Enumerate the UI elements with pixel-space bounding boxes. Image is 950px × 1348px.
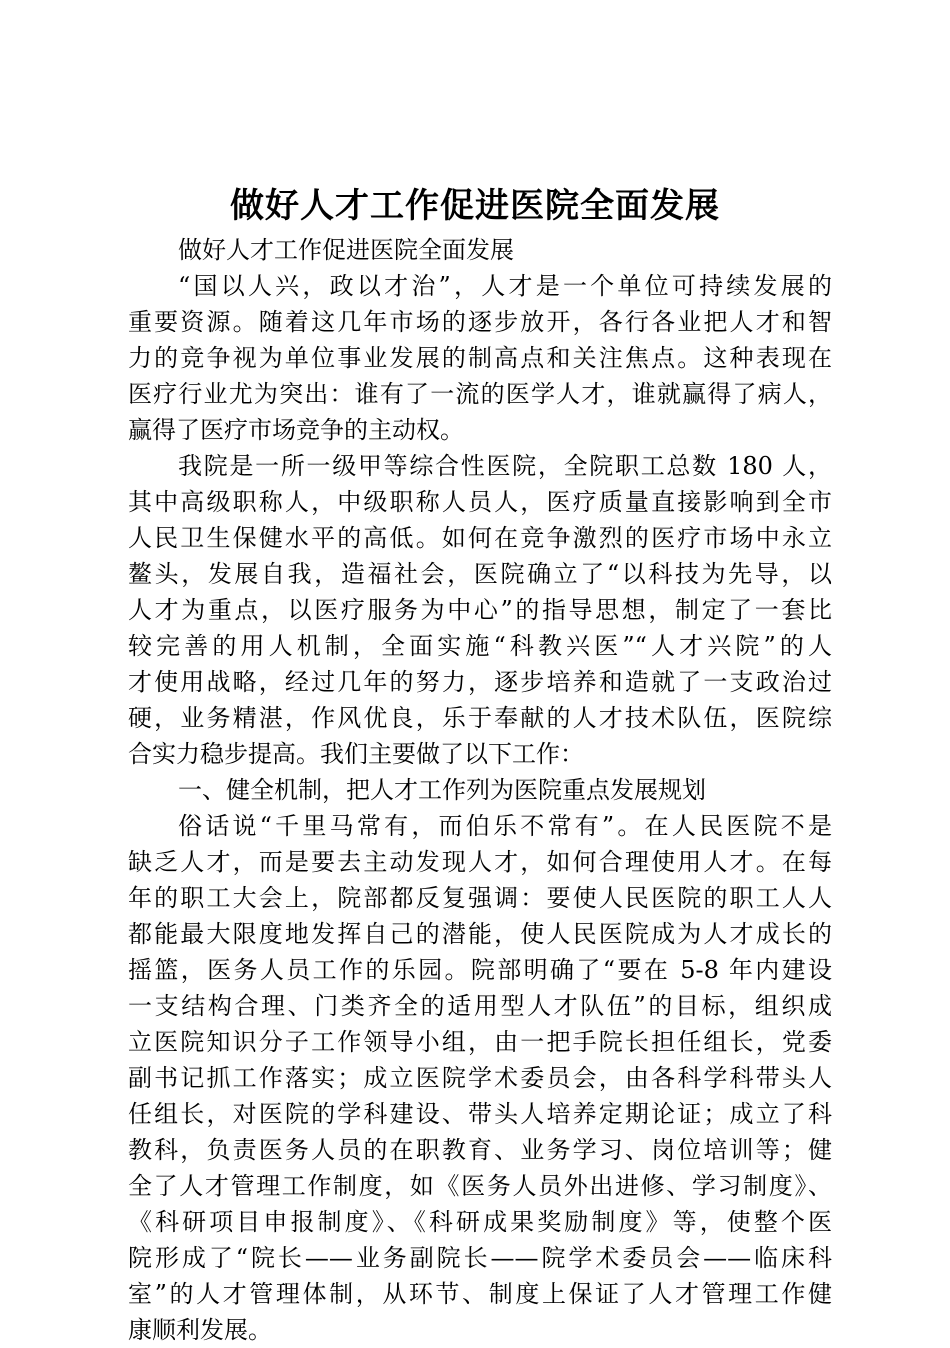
paragraph-line: 合实力稳步提高。我们主要做了以下工作： bbox=[128, 740, 584, 768]
paragraph-line: 力的竞争视为单位事业发展的制高点和关注焦点。这种表现在 bbox=[128, 344, 832, 372]
paragraph-line: 院形成了“院长——业务副院长——院学术委员会——临床科 bbox=[128, 1244, 832, 1272]
paragraph-line: 立医院知识分子工作领导小组，由一把手院长担任组长，党委 bbox=[128, 1028, 832, 1056]
paragraph-line: 人民卫生保健水平的高低。如何在竞争激烈的医疗市场中永立 bbox=[128, 524, 832, 552]
paragraph-line: 人才为重点，以医疗服务为中心”的指导思想，制定了一套比 bbox=[128, 596, 832, 624]
paragraph-line: 硬，业务精湛，作风优良，乐于奉献的人才技术队伍，医院综 bbox=[128, 704, 832, 732]
paragraph-line: 我院是一所一级甲等综合性医院，全院职工总数 180 人， bbox=[178, 452, 832, 480]
paragraph-line: 医疗行业尤为突出：谁有了一流的医学人才，谁就赢得了病人， bbox=[128, 380, 832, 408]
paragraph-line: 俗话说“千里马常有，而伯乐不常有”。在人民医院不是 bbox=[178, 812, 832, 840]
paragraph-line: 副书记抓工作落实；成立医院学术委员会，由各科学科带头人 bbox=[128, 1064, 832, 1092]
paragraph-line: 鳌头，发展自我，造福社会，医院确立了“以科技为先导，以 bbox=[128, 560, 832, 588]
paragraph-line: 年的职工大会上，院部都反复强调：要使人民医院的职工人人 bbox=[128, 884, 832, 912]
paragraph-line: 都能最大限度地发挥自己的潜能，使人民医院成为人才成长的 bbox=[128, 920, 832, 948]
paragraph-line: 较完善的用人机制，全面实施“科教兴医”“人才兴院”的人 bbox=[128, 632, 832, 660]
paragraph-line: 一支结构合理、门类齐全的适用型人才队伍”的目标，组织成 bbox=[128, 992, 832, 1020]
paragraph-line: “国以人兴，政以才治”，人才是一个单位可持续发展的 bbox=[178, 272, 832, 300]
paragraph-line: 室”的人才管理体制，从环节、制度上保证了人才管理工作健 bbox=[128, 1280, 832, 1308]
section-heading: 一、健全机制，把人才工作列为医院重点发展规划 bbox=[178, 776, 706, 804]
paragraph-line: 赢得了医疗市场竞争的主动权。 bbox=[128, 416, 464, 444]
paragraph-line: 缺乏人才，而是要去主动发现人才，如何合理使用人才。在每 bbox=[128, 848, 832, 876]
paragraph-line: 摇篮，医务人员工作的乐园。院部明确了“要在 5-8 年内建设 bbox=[128, 956, 832, 984]
paragraph-line: 其中高级职称人，中级职称人员人，医疗质量直接影响到全市 bbox=[128, 488, 832, 516]
document-body bbox=[128, 232, 832, 1348]
paragraph-line: 重要资源。随着这几年市场的逐步放开，各行各业把人才和智 bbox=[128, 308, 832, 336]
paragraph-line: 《科研项目申报制度》、《科研成果奖励制度》等，使整个医 bbox=[128, 1208, 832, 1236]
paragraph-line: 任组长，对医院的学科建设、带头人培养定期论证；成立了科 bbox=[128, 1100, 832, 1128]
paragraph-line: 教科，负责医务人员的在职教育、业务学习、岗位培训等；健 bbox=[128, 1136, 832, 1164]
paragraph-line: 康顺利发展。 bbox=[128, 1316, 272, 1344]
subtitle-line: 做好人才工作促进医院全面发展 bbox=[178, 236, 514, 264]
paragraph-line: 才使用战略，经过几年的努力，逐步培养和造就了一支政治过 bbox=[128, 668, 832, 696]
document-title: 做好人才工作促进医院全面发展 bbox=[230, 186, 720, 226]
paragraph-line: 全了人才管理工作制度，如《医务人员外出进修、学习制度》、 bbox=[128, 1172, 832, 1200]
